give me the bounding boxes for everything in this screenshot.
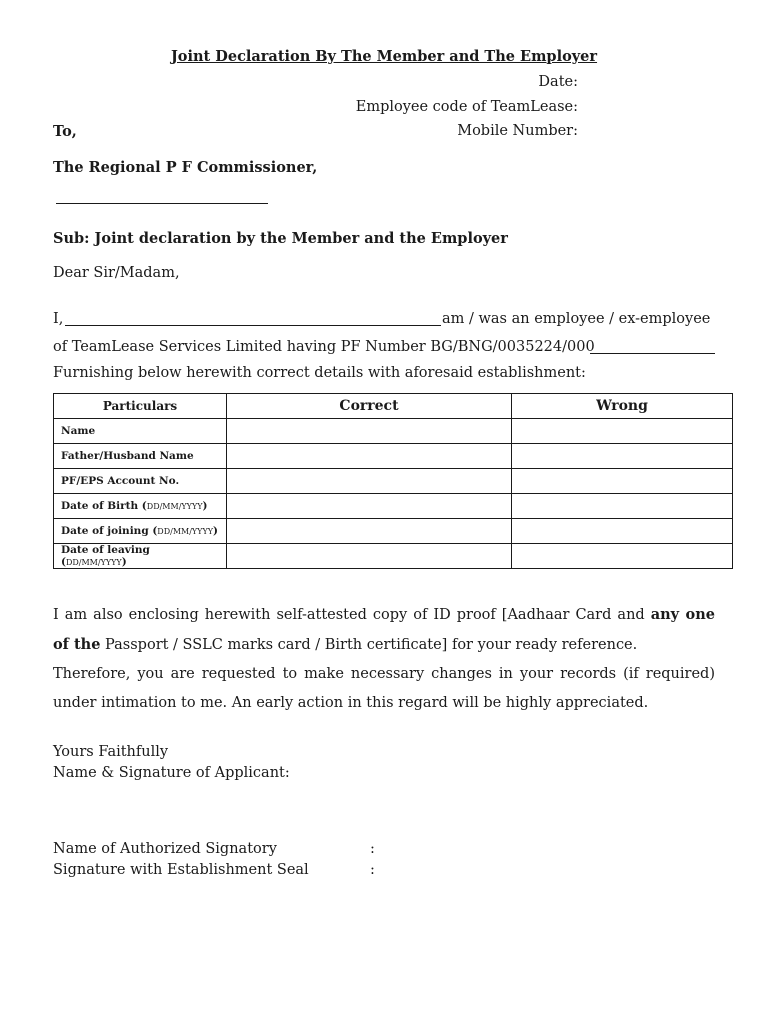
applicant-signature-label: Name & Signature of Applicant: <box>53 765 290 781</box>
row-label-text: Father/Husband Name <box>61 450 194 462</box>
employee-code-label: Employee code of TeamLease: <box>355 99 578 115</box>
correct-cell[interactable] <box>227 419 512 444</box>
furnishing-line: Furnishing below herewith correct details with aforesaid establishment: <box>53 365 586 381</box>
salutation: Dear Sir/Madam, <box>53 265 180 281</box>
subject-line: Sub: Joint declaration by the Member and the Employer <box>53 230 508 247</box>
to-label: To, <box>53 123 77 140</box>
pf-number-blank <box>590 353 715 354</box>
wrong-cell[interactable] <box>512 469 733 494</box>
date-format-hint: DD/MM/YYYY <box>65 558 122 567</box>
column-header-wrong: Wrong <box>512 394 733 419</box>
table-header-row <box>54 394 733 419</box>
correct-cell[interactable] <box>227 544 512 569</box>
establishment-seal-label: Signature with Establishment Seal <box>53 862 309 878</box>
correct-cell[interactable] <box>227 444 512 469</box>
pf-number-line: of TeamLease Services Limited having PF Number BG/BNG/0035224/000 <box>53 339 595 355</box>
closing: Yours Faithfully <box>53 744 169 760</box>
intro-prefix: I, <box>53 311 64 327</box>
enclosure-text-1: I am also enclosing herewith self-attested copy of ID proof [Aadhaar Card and <box>53 607 651 623</box>
mobile-number-label: Mobile Number: <box>457 123 578 139</box>
table-row <box>54 419 733 444</box>
table-row <box>54 494 733 519</box>
column-header-particulars: Particulars <box>54 394 227 419</box>
enclosure-paragraph <box>53 600 715 660</box>
date-format-hint: DD/MM/YYYY <box>146 502 203 511</box>
member-name-blank <box>65 325 441 326</box>
row-label-text: Date of leaving ( <box>61 544 150 568</box>
row-label-name <box>54 419 227 444</box>
row-label-close: ) <box>213 525 218 537</box>
details-table <box>53 393 733 569</box>
request-paragraph: Therefore, you are requested to make necessary changes in your records (if required) under intimation to me. An early action in this regard will be highly appreciated. <box>53 666 715 711</box>
establishment-seal-colon: : <box>370 862 375 878</box>
authorized-signatory-label: Name of Authorized Signatory <box>53 841 277 857</box>
enclosure-text-bold: any one of the <box>53 606 715 653</box>
column-header-correct: Correct <box>227 394 512 419</box>
row-label-close: ) <box>202 500 208 512</box>
wrong-cell[interactable] <box>512 544 733 569</box>
date-format-hint: DD/MM/YYYY <box>157 527 214 536</box>
table-row <box>54 444 733 469</box>
correct-cell[interactable] <box>227 519 512 544</box>
table-row <box>54 469 733 494</box>
row-label-close: ) <box>121 556 127 568</box>
table-row <box>54 519 733 544</box>
intro-suffix: am / was an employee / ex-employee <box>442 311 711 327</box>
correct-cell[interactable] <box>227 469 512 494</box>
address-blank-line <box>56 203 268 204</box>
wrong-cell[interactable] <box>512 494 733 519</box>
addressee: The Regional P F Commissioner, <box>53 159 318 176</box>
row-label-father-husband <box>54 444 227 469</box>
row-label-date-of-joining <box>54 519 227 544</box>
row-label-date-of-birth <box>54 494 227 519</box>
row-label-text: Date of joining ( <box>61 525 158 537</box>
correct-cell[interactable] <box>227 494 512 519</box>
date-field-label: Date: <box>538 74 578 90</box>
wrong-cell[interactable] <box>512 419 733 444</box>
table-row <box>54 544 733 569</box>
row-label-date-of-leaving <box>54 544 227 569</box>
row-label-pf-account <box>54 469 227 494</box>
enclosure-text-2: Passport / SSLC marks card / Birth certificate] for your ready reference. <box>100 637 638 653</box>
wrong-cell[interactable] <box>512 519 733 544</box>
document-title: Joint Declaration By The Member and The Employer <box>170 48 598 65</box>
row-label-text: Name <box>61 425 96 437</box>
authorized-signatory-colon: : <box>370 841 375 857</box>
row-label-text: PF/EPS Account No. <box>61 475 180 487</box>
row-label-text: Date of Birth ( <box>61 500 147 512</box>
wrong-cell[interactable] <box>512 444 733 469</box>
